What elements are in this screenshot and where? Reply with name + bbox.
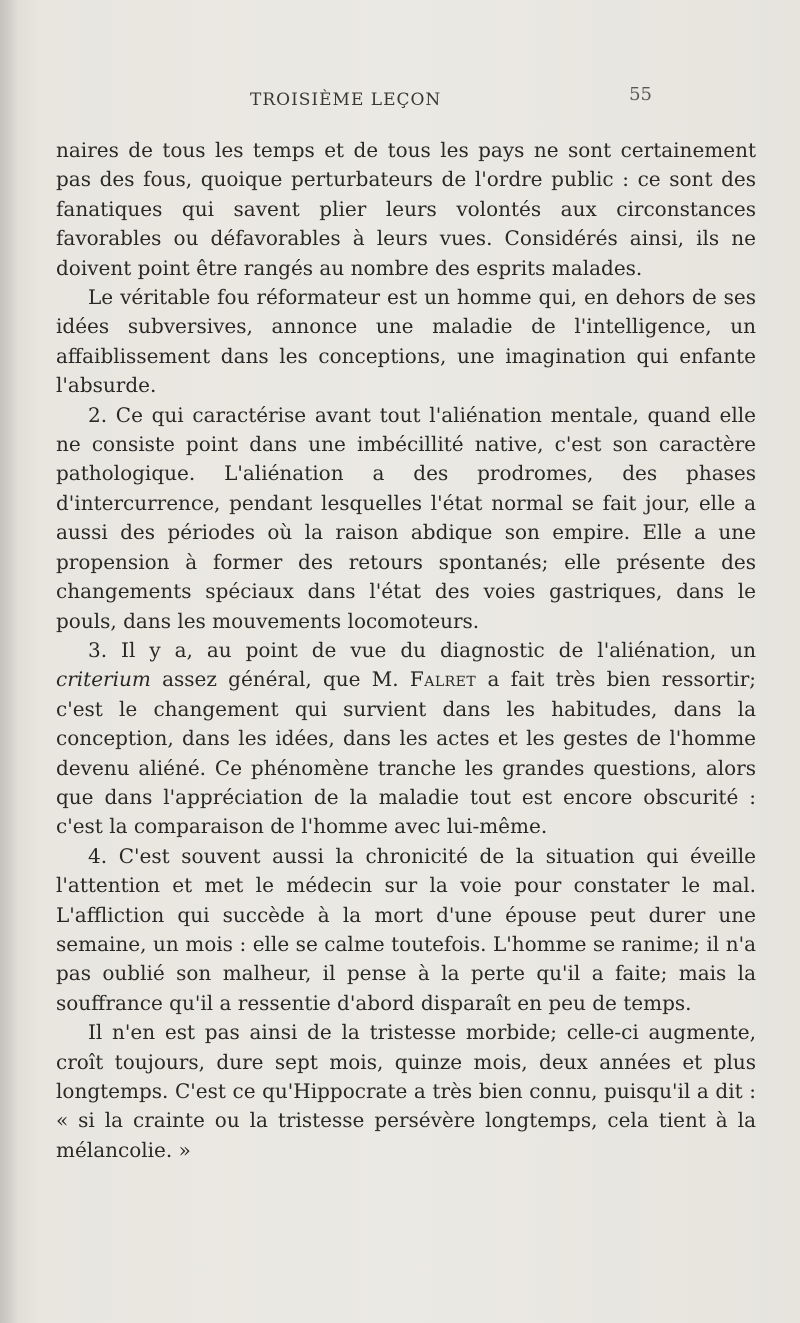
author-name-falret: Falret [409, 667, 477, 692]
page-header [250, 84, 670, 116]
page-number: 55 [629, 84, 652, 105]
paragraph-fou-reformateur: Le véritable fou réformateur est un homme qui, en dehors de ses idées subversives, annonce une maladie de l'intelligence, un affaiblissement dans les conceptions, une imagination qui enfante l'absurde. [56, 285, 756, 398]
paragraph-tristesse-morbide: Il n'en est pas ainsi de la tristesse morbide; celle-ci augmente, croît toujours, dure sept mois, quinze mois, deux années et plus longtemps. C'est ce qu'Hippocrate a très bien connu, puisqu'il a dit : « si la crainte ou la tristesse persévère longtemps, cela tient à la mélancolie. » [56, 1020, 756, 1162]
paragraph-continuation: naires de tous les temps et de tous les pays ne sont certainement pas des fous, quoique perturbateurs de l'ordre public : ce sont des fanatiques qui savent plier leurs volontés aux circonstances favorables ou défavorables à leurs vues. Considérés ainsi, ils ne doivent point être rangés au nombre des esprits malades. [56, 138, 756, 280]
running-title: TROISIÈME LEÇON [250, 90, 442, 110]
paragraph-3-text-b: assez général, que M. [150, 667, 410, 692]
paragraph-2-caractere-pathologique: 2. Ce qui caractérise avant tout l'aliénation mentale, quand elle ne consiste point dans une imbécillité native, c'est son caractère pathologique. L'aliénation a des prodromes, des phases d'intercurrence, pendant lesquelles l'état normal se fait jour, elle a aussi des périodes où la raison abdique son empire. Elle a une propension à former des retours spontanés; elle présente des changements spéciaux dans l'état des voies gastriques, dans le pouls, dans les mouvements locomoteurs. [56, 402, 756, 633]
paragraph-3-criterium [56, 636, 756, 842]
paragraph-3-text-a: 3. Il y a, au point de vue du diagnostic de l'aliénation, un [88, 637, 756, 662]
body-text [56, 136, 756, 1165]
paragraph-4-chronicite: 4. C'est souvent aussi la chronicité de la situation qui éveille l'attention et met le médecin sur la voie pour constater le mal. L'affliction qui succède à la mort d'une épouse peut durer une semaine, un mois : elle se calme toutefois. L'homme se ranime; il n'a pas oublié son malheur, il pense à la perte qu'il a faite; mais la souffrance qu'il a ressentie d'abord disparaît en peu de temps. [56, 843, 756, 1015]
page-edge-shadow [0, 0, 18, 1323]
paragraph-3-text-c: a fait très bien ressortir; c'est le changement qui survient dans les habitudes, dans la conception, dans les idées, dans les actes et les gestes de l'homme devenu aliéné. Ce phénomène tranche les grandes questions, alors que dans l'appréciation de la maladie tout est encore obscurité : c'est la comparaison de l'homme avec lui-même. [56, 667, 757, 839]
italic-criterium: criterium [56, 667, 151, 692]
